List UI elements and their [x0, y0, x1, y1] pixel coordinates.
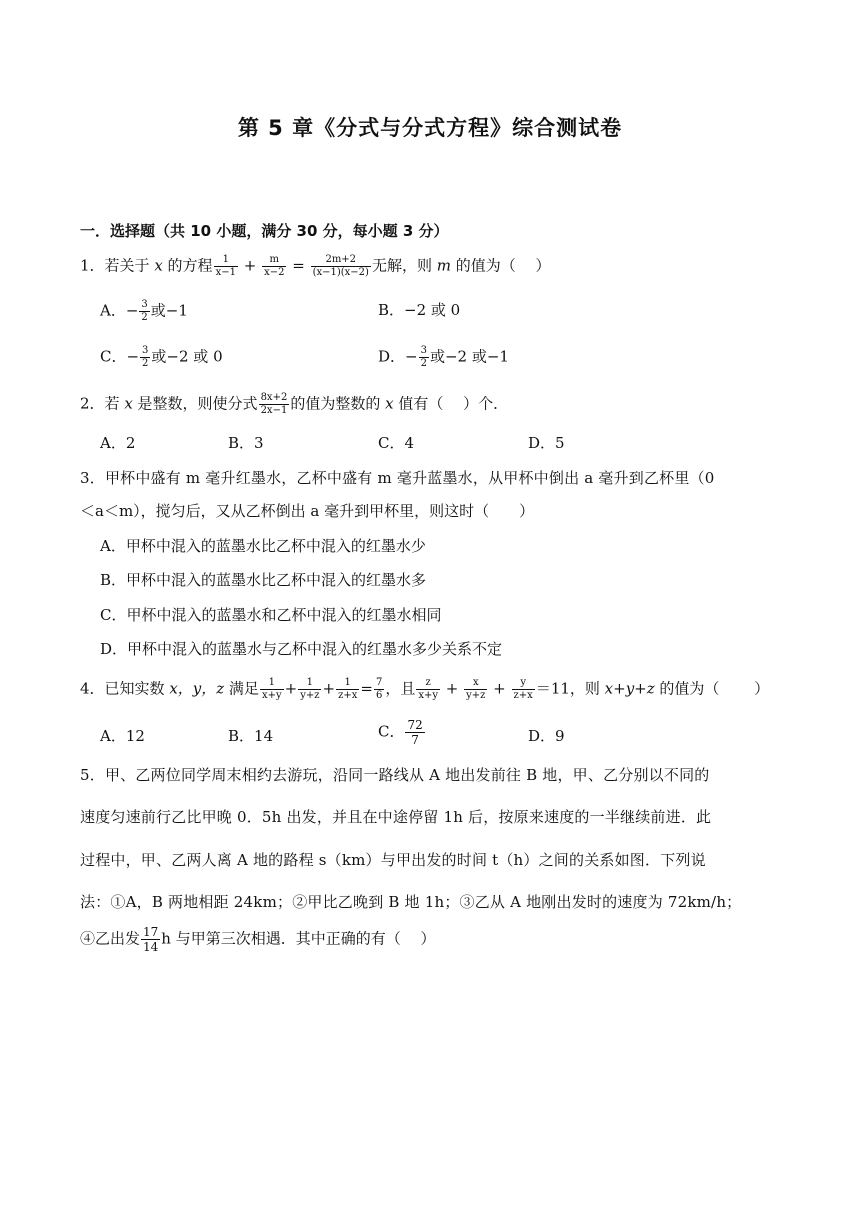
q2-fraction	[259, 392, 290, 417]
q1-opta-pre: A．−	[100, 301, 139, 320]
q5-f-den: 14	[143, 940, 159, 954]
q4-fd-num: z	[416, 677, 440, 690]
q5-line-1: 5．甲、乙两位同学周末相约去游玩，沿同一路线从 A 地出发前往 B 地，甲、乙分别以不同的	[80, 766, 710, 784]
q1-optd-fraction	[419, 345, 429, 370]
q1-fraction-2	[262, 254, 286, 279]
q3-line-2: ＜a＜m），搅匀后，又从乙杯倒出 a 毫升到甲杯里，则这时（ ）	[80, 502, 535, 520]
q1-optd-num: 3	[420, 345, 427, 356]
q2-var-x: x	[124, 394, 133, 413]
q4-text-and: ，且	[385, 679, 416, 698]
q5-line-2: 速度匀速前行乙比甲晚 0．5h 出发，并且在中途停留 1h 后，按原来速度的一半继续前进．此	[80, 808, 712, 826]
q4-fb-den: y+z	[300, 690, 320, 701]
q5-fraction	[141, 925, 160, 954]
q4-fb-num: 1	[298, 677, 321, 690]
q1-text-mid: 的方程	[162, 256, 213, 275]
q2-option-d[interactable]: D．5	[528, 434, 565, 452]
q1-f1-den: x−1	[215, 267, 236, 278]
q4-fa-num: 1	[260, 677, 284, 690]
q4-optc-pre: C．	[378, 722, 405, 741]
q1-text-pre: 1．若关于	[80, 256, 155, 275]
q2-f-num: 8x+2	[260, 392, 288, 403]
q1-equals: =	[287, 256, 310, 275]
q4-text-mid: 满足	[224, 679, 259, 698]
q1-opta-fraction	[139, 299, 149, 324]
q3-option-d[interactable]: D．甲杯中混入的蓝墨水与乙杯中混入的红墨水多少关系不定	[100, 640, 503, 658]
q1-optc-pre: C．−	[100, 347, 140, 366]
q4-fr-den: 6	[375, 690, 383, 701]
q1-optc-num: 3	[142, 345, 149, 356]
q4-sum: x+y+z	[604, 679, 655, 698]
q3-option-a[interactable]: A．甲杯中混入的蓝墨水比乙杯中混入的红墨水少	[100, 537, 426, 555]
question-1	[80, 254, 788, 279]
q4-option-a[interactable]: A．12	[100, 727, 145, 745]
q1-option-c[interactable]	[100, 345, 223, 370]
q4-fg-den: z+x	[513, 690, 533, 701]
q5-line5-post: h 与甲第三次相遇．其中正确的有（ ）	[161, 929, 436, 948]
q2-text-mid: 是整数，则使分式	[132, 394, 258, 413]
q4-option-b[interactable]: B．14	[228, 727, 274, 745]
q1-var-x: x	[154, 256, 163, 275]
q4-fr-num: 7	[375, 677, 383, 688]
q1-f1-num: 1	[214, 254, 238, 267]
q4-fe-den: y+z	[466, 690, 486, 701]
q5-f-num: 17	[143, 925, 159, 939]
q4-text-end: 的值为（ ）	[654, 679, 770, 698]
q1-option-a[interactable]	[100, 299, 188, 324]
q4-fraction-d	[416, 677, 440, 702]
q4-fg-num: y	[512, 677, 535, 690]
q4-vars: x，y，z	[169, 679, 225, 698]
q4-fraction-e	[464, 677, 487, 702]
q5-line-3: 过程中，甲、乙两人离 A 地的路程 s（km）与甲出发的时间 t（h）之间的关系如图．下列说	[80, 851, 706, 869]
q4-equals-2: ＝11，则	[535, 679, 605, 698]
question-4: 4．已知实数 x，y，z 满足 $\frac{1}{x+y}$ + $\frac{1}{y+z}$ + $\frac{1}{z+x}$ = $\frac{7}{6}$ ，且 $\frac{z}{x+y}$ + $\frac{x}{y+z}$ + $\frac{y}{z+x}$ ＝11，则 x+y+z 的值为（ ）	[80, 677, 770, 701]
q1-f3-num: 2m+2	[311, 254, 371, 267]
q2-option-b[interactable]: B．3	[228, 434, 264, 452]
q4-optc-num: 72	[407, 718, 423, 732]
q1-f3-den: (x−1)(x−2)	[312, 267, 369, 278]
q3-option-b[interactable]: B．甲杯中混入的蓝墨水比乙杯中混入的红墨水多	[100, 571, 427, 589]
q1-option-b[interactable]: B．−2 或 0	[378, 301, 461, 319]
q1-f2-den: x−2	[264, 267, 285, 278]
q1-text-post: 无解，则	[371, 256, 437, 275]
q1-plus: +	[238, 256, 262, 275]
q1-opta-den: 2	[141, 312, 148, 323]
q4-fe-num: x	[464, 677, 487, 690]
q4-equals-1: =	[360, 679, 373, 698]
q1-optd-post: 或−2 或−1	[429, 347, 509, 366]
q4-fraction-a	[260, 677, 284, 702]
q1-var-m: m	[436, 256, 451, 275]
q4-optc-den: 7	[411, 733, 419, 747]
q4-fc-num: 1	[336, 677, 359, 690]
q4-fa-den: x+y	[261, 690, 282, 701]
q2-f-den: 2x−1	[260, 405, 288, 416]
q4-option-c[interactable]	[378, 718, 426, 747]
section-heading: 一．选择题（共 10 小题，满分 30 分，每小题 3 分）	[80, 222, 449, 240]
q4-text-pre: 4．已知实数	[80, 679, 170, 698]
q2-option-c[interactable]: C．4	[378, 434, 415, 452]
q1-option-d[interactable]	[378, 345, 509, 370]
q1-opta-num: 3	[141, 299, 148, 310]
q1-f2-num: m	[262, 254, 286, 267]
q1-opta-post: 或−1	[150, 301, 188, 320]
q1-fraction-3	[311, 254, 371, 279]
q4-fd-den: x+y	[418, 690, 438, 701]
q2-text-pre: 2．若	[80, 394, 125, 413]
q1-optd-pre: D．−	[378, 347, 418, 366]
q3-option-c[interactable]: C．甲杯中混入的蓝墨水和乙杯中混入的红墨水相同	[100, 606, 442, 624]
q5-line-4: 法：①A，B 两地相距 24km；②甲比乙晚到 B 地 1h；③乙从 A 地刚出发时的速度为 72km/h；	[80, 893, 742, 911]
q4-fraction-c	[336, 677, 359, 702]
q1-optc-post: 或−2 或 0	[151, 347, 223, 366]
q5-line5-pre: ④乙出发	[80, 929, 141, 948]
question-2	[80, 392, 788, 417]
q3-line-1: 3．甲杯中盛有 m 毫升红墨水，乙杯中盛有 m 毫升蓝墨水，从甲杯中倒出 a 毫升到乙杯里（0	[80, 469, 715, 487]
q1-optc-den: 2	[142, 358, 149, 369]
q1-optd-den: 2	[420, 358, 427, 369]
q4-fraction-r	[374, 677, 384, 702]
q4-fc-den: z+x	[338, 690, 358, 701]
q5-line-5	[80, 925, 788, 954]
q4-fraction-b	[298, 677, 321, 702]
q1-text-end: 的值为（ ）	[450, 256, 551, 275]
q2-option-a[interactable]: A．2	[100, 434, 136, 452]
q4-option-d[interactable]: D．9	[528, 727, 565, 745]
q2-text-post: 的值为整数的	[290, 394, 386, 413]
q4-fraction-g	[512, 677, 535, 702]
q2-text-end: 值有（ ）个．	[393, 394, 509, 413]
q1-optc-fraction	[140, 345, 150, 370]
q4-optc-fraction	[405, 718, 424, 747]
q1-fraction-1	[214, 254, 238, 279]
page-title: 第 5 章《分式与分式方程》综合测试卷	[237, 116, 623, 140]
q2-var-x2: x	[385, 394, 394, 413]
